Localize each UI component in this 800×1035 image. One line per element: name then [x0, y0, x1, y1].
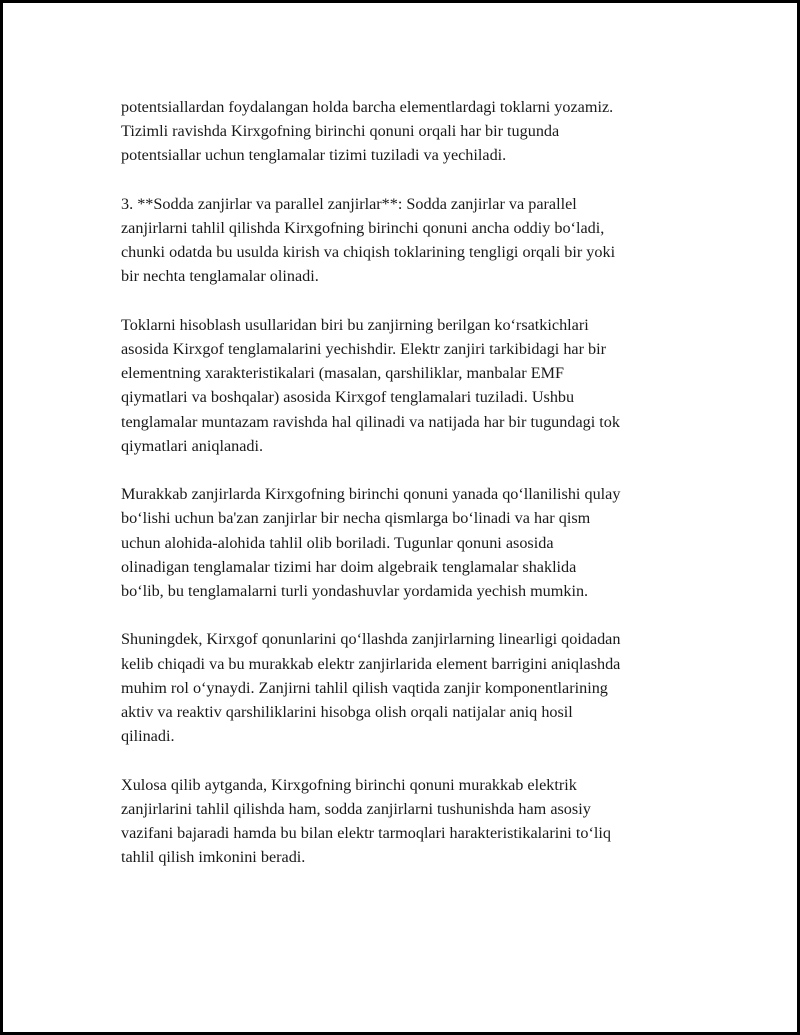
text-line: tahlil qilish imkonini beradi. [121, 848, 306, 867]
text-line: Toklarni hisoblash usullaridan biri bu zanjirning berilgan koʻrsatkichlari [121, 315, 589, 334]
text-line: uchun alohida-alohida tahlil olib boriladi. Tugunlar qonuni asosida [121, 533, 554, 552]
text-line: potentsiallardan foydalangan holda barcha elementlardagi toklarni yozamiz. [121, 98, 614, 116]
paragraph-potentials [121, 95, 701, 168]
paragraph-conclusion [121, 773, 701, 870]
text-line: aktiv va reaktiv qarshiliklarini hisobga olish orqali natijalar aniq hosil [121, 703, 573, 722]
text-line: boʻlib, bu tenglamalarni turli yondashuvlar yordamida yechish mumkin. [121, 582, 589, 601]
text-line: Shuningdek, Kirxgof qonunlarini qoʻllashda zanjirlarning linearligi qoidadan [121, 630, 621, 649]
text-line: boʻlishi uchun ba'zan zanjirlar bir necha qismlarga boʻlinadi va har qism [121, 509, 591, 528]
text-line: zanjirlarni tahlil qilishda Kirxgofning birinchi qonuni ancha oddiy boʻladi, [121, 219, 605, 237]
text-line: 3. **Sodda zanjirlar va parallel zanjirlar**: Sodda zanjirlar va parallel [121, 194, 577, 213]
text-line: kelib chiqadi va bu murakkab elektr zanjirlarida element barrigini aniqlashda [121, 654, 621, 673]
text-line: bir nechta tenglamalar olinadi. [121, 267, 319, 286]
text-line: qiymatlari aniqlanadi. [121, 436, 264, 455]
paragraph-current-calculation [121, 313, 701, 458]
text-line: asosida Kirxgof tenglamalarini yechishdir. Elektr zanjiri tarkibidagi har bir [121, 340, 607, 358]
text-line: qiymatlari va boshqalar) asosida Kirxgof tenglamalari tuziladi. Ushbu [121, 388, 575, 407]
paragraph-linearity [121, 627, 701, 748]
document-body [121, 95, 701, 894]
text-line: zanjirlarini tahlil qilishda ham, sodda zanjirlarni tushunishda ham asosiy [121, 799, 591, 818]
paragraph-complex-circuits [121, 482, 701, 603]
paragraph-simple-circuits [121, 192, 701, 289]
text-line: Tizimli ravishda Kirxgofning birinchi qonuni orqali har bir tugunda [121, 122, 560, 141]
text-line: Murakkab zanjirlarda Kirxgofning birinchi qonuni yanada qoʻllanilishi qulay [121, 485, 621, 504]
text-line: muhim rol oʻynaydi. Zanjirni tahlil qilish vaqtida zanjir komponentlarining [121, 678, 608, 697]
text-line: elementning xarakteristikalari (masalan, qarshiliklar, manbalar EMF [121, 364, 565, 383]
text-line: Xulosa qilib aytganda, Kirxgofning birinchi qonuni murakkab elektrik [121, 775, 577, 794]
text-line: tenglamalar muntazam ravishda hal qilinadi va natijada har bir tugundagi tok [121, 412, 620, 431]
text-line: chunki odatda bu usulda kirish va chiqish toklarining tengligi orqali bir yoki [121, 243, 616, 262]
text-line: potentsiallar uchun tenglamalar tizimi tuziladi va yechiladi. [121, 146, 507, 165]
text-line: vazifani bajaradi hamda bu bilan elektr tarmoqlari harakteristikalarini toʻliq [121, 824, 611, 843]
text-line: qilinadi. [121, 727, 175, 746]
text-line: olinadigan tenglamalar tizimi har doim algebraik tenglamalar shaklida [121, 557, 577, 576]
